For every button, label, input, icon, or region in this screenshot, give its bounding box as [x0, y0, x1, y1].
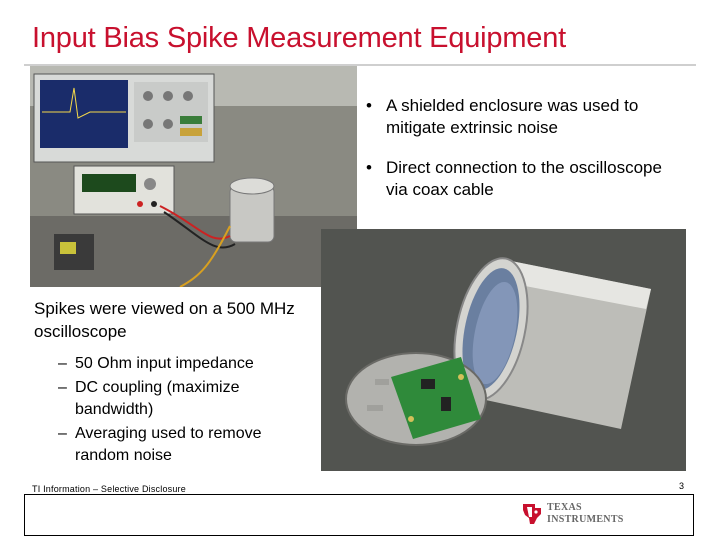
list-item: [30, 353, 320, 375]
shielded-enclosure-photo: [321, 229, 686, 471]
sub-point-text: Averaging used to remove random noise: [75, 425, 262, 464]
list-item: [30, 423, 320, 467]
page-number: 3: [678, 481, 684, 491]
list-item: [30, 377, 320, 421]
bullet-marker: •: [366, 96, 372, 115]
dash-marker: –: [58, 379, 67, 396]
left-text-block: [30, 297, 320, 469]
ti-logo-icon: [521, 502, 543, 526]
footer-disclosure: TI Information – Selective Disclosure: [32, 484, 186, 494]
list-item: [366, 95, 686, 139]
slide-title: Input Bias Spike Measurement Equipment: [32, 22, 567, 54]
sub-point-list: [30, 353, 320, 467]
texas-instruments-logo: [521, 499, 641, 531]
list-item: [366, 157, 686, 201]
dash-marker: –: [58, 425, 67, 442]
bullet-text: A shielded enclosure was used to mitigate extrinsic noise: [386, 96, 639, 137]
right-bullet-list: [366, 95, 686, 219]
sub-point-text: 50 Ohm input impedance: [75, 355, 254, 372]
main-point: Spikes were viewed on a 500 MHz oscilloscope: [34, 299, 295, 341]
footer-bar: [24, 494, 694, 536]
bullet-marker: •: [366, 158, 372, 177]
dash-marker: –: [58, 355, 67, 372]
logo-line-2: INSTRUMENTS: [547, 514, 624, 525]
sub-point-text: DC coupling (maximize bandwidth): [75, 379, 240, 418]
lab-bench-photo: [30, 66, 357, 287]
bullet-text: Direct connection to the oscilloscope via coax cable: [386, 158, 662, 199]
logo-wordmark: [547, 502, 624, 526]
logo-line-1: TEXAS: [547, 502, 582, 513]
